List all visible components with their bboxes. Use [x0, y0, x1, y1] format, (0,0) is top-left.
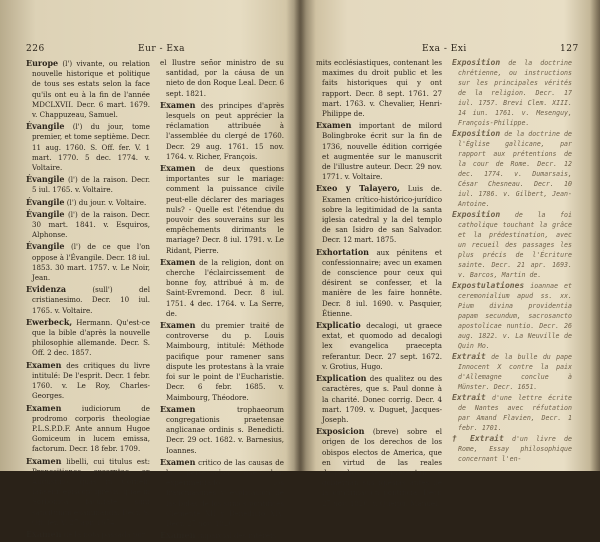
- index-entry: [316, 426, 442, 509]
- entry-keyword: Examen: [26, 402, 62, 413]
- entry-text: mits ecclésiastiques, contenant les maximes du droit public et les faits historiques qui y ont rapport. Decr. 8 sept. 1761. 27 mart. 1763. v. Chevalier, Henri-Philippe de.: [316, 58, 442, 119]
- entry-keyword: Explication: [316, 373, 367, 384]
- entry-text: (l') du jour. v. Voltaire.: [66, 197, 147, 207]
- entry-text: el Ilustre señor ministro de su santidad, por la cáusa de un nieto de don Roque Leal. Decr. 6 sept. 1821.: [160, 58, 284, 98]
- index-entry: [316, 58, 442, 119]
- index-entry: [26, 209, 150, 241]
- index-entry: [452, 434, 572, 464]
- index-entry: [160, 530, 284, 541]
- index-entry: [452, 58, 572, 128]
- entry-text: (l') de la raison. Decr. 5 iul. 1765. v. Voltaire.: [32, 175, 150, 195]
- entry-text: Luis de. Examen crítico-histórico-jurídico sobre la legitimidad de la santa iglesia catedral y la del templo de san Isidro de san Salvador. Decr. 12 mart. 1875.: [322, 184, 442, 245]
- entry-text: du premier traité de controverse du p. Louis Maimbourg, intitulé: Méthode pacifique pour ramener sans dispute les protestans à la vraie foi sur le point de l'Eucharistie. Decr. 6 febr. 1685. v. Maimbourg, Théodore.: [166, 321, 284, 402]
- left-page-number: 226: [26, 44, 45, 54]
- entry-text: Hermann. Qu'est-ce que la bible d'après la nouvelle philosophie allemande. Decr. S. Off. 2 dec. 1857.: [32, 317, 150, 358]
- entry-keyword: Extrait: [452, 352, 486, 361]
- entry-keyword: Examen: [26, 455, 62, 466]
- index-entry: [26, 456, 150, 528]
- entry-text: des qualitez ou des caractères, que s. Paul donne à la charité. Donec corrig. Decr. 4 mart. 1709. v. Duguet, Jacques-Joseph.: [322, 374, 442, 424]
- index-entry: [452, 352, 572, 392]
- index-entry: [316, 373, 442, 425]
- right-page-number: 127: [560, 44, 579, 54]
- entry-text: (l') du jour, tome premier, et tome septième. Decr. 11 aug. 1760. S. Off. fer. V. 1 mart. 1770. 5 dec. 1774. v. Voltaire.: [32, 122, 150, 173]
- entry-text: des critiques du livre intitulé: De l'esprit. Decr. 1 febr. 1760. v. Le Roy, Charles-Georges.: [32, 360, 150, 401]
- index-entry: [316, 320, 442, 372]
- entry-keyword: Examen: [26, 528, 62, 539]
- entry-text: d'une lettre écrite de Nantes avec réfutation par Amand Flavien, Decr. 1 febr. 1701.: [458, 394, 572, 432]
- right-column-1: [316, 58, 442, 510]
- entry-text: de la nota passada por: [63, 529, 146, 539]
- entry-text: de la doctrine chrétienne, ou instructions sur les principales vérités de la religion. Decr. 17 iul. 1757. Brevi Clem. XIII. 14 iun. 1761. v. Mesenguy, François-Philippe.: [458, 59, 572, 127]
- index-entry: [452, 210, 572, 280]
- left-page: [0, 0, 298, 541]
- entry-text: (l') de la raison. Decr. 30 mart. 1841. v. Esquiros, Alphonse.: [32, 209, 150, 240]
- index-entry: [160, 257, 284, 319]
- entry-keyword: Examen: [160, 163, 196, 174]
- entry-keyword: Évangile: [26, 241, 65, 252]
- entry-text: aux pénitens et confessionnaire; avec un examen de conscience pour ceux qui désirent se confesser, et la manière de les faire honnête. Decr. 8 iul. 1690. v. Pasquier, Étienne.: [322, 247, 442, 318]
- entry-keyword: Evidenza: [26, 284, 67, 295]
- entry-keyword: Europe: [26, 58, 59, 68]
- index-entry: [26, 529, 150, 540]
- index-entry: [160, 320, 284, 403]
- index-entry: [452, 393, 572, 433]
- entry-keyword: Expostulationes: [452, 281, 525, 290]
- entry-text: imparcial des intérêts: [197, 531, 277, 541]
- index-entry: [316, 247, 442, 319]
- entry-keyword: Exposicion: [316, 426, 365, 437]
- entry-text: (sull') del cristianesimo. Decr. 10 iul. 1765. v. Voltaire.: [32, 285, 150, 315]
- entry-keyword: Extrait: [452, 393, 486, 402]
- index-entry: [26, 403, 150, 455]
- entry-keyword: Exposition: [452, 129, 501, 138]
- entry-text: ioannae et ceremonialium apud ss. xx. Pium divina providentia papam secundum, sacrosancto apostolicae nuntio. Decr. 26 aug. 1822. v. La Neuville de Quin Mo.: [458, 282, 572, 350]
- right-column-2: [452, 58, 572, 465]
- index-entry: [316, 120, 442, 182]
- entry-keyword: Examen: [160, 456, 196, 467]
- index-entry: [26, 284, 150, 316]
- entry-keyword: † Extrait: [452, 434, 504, 443]
- entry-text: libelli, cui titulus est: Propositiones excerptae ex Augustino: quas in Cornelii Iansenii episcopi ipresis, quae in Sorbonica facultate sunt sancitumm examinanda. Decr. S. Off. fer. V. 27 apr. 1654.: [32, 456, 150, 527]
- index-entry: [160, 100, 284, 162]
- entry-keyword: Explicatio: [316, 320, 361, 331]
- left-column-1: [26, 58, 150, 541]
- entry-text: (l') vivante, ou relation nouvelle historique et politique de tous ses estats selon la face qu'ils ont eu à la fin de l'année MDCLXVII. Decr. 6 mart. 1679. v. Chappuzeau, Samuel.: [32, 59, 150, 120]
- entry-text: de la foi catholique touchant la grâce et la prédestination, avec un recueil des passages les plus précis de l'Écriture sainte. Decr. 21 apr. 1693. v. Barcos, Martin de.: [458, 211, 572, 279]
- entry-text: de la bulle du pape Innocent X contre la paix d'Allemagne conclue à Münster. Decr. 1651.: [458, 353, 572, 391]
- entry-keyword: Ewerbeck,: [26, 316, 73, 327]
- entry-keyword: Examen: [26, 359, 62, 370]
- left-column-2: [160, 58, 284, 542]
- index-entry: [160, 58, 284, 99]
- index-entry: [452, 281, 572, 351]
- entry-keyword: Exposition: [452, 210, 501, 219]
- entry-text: de la religion, dont on cherche l'éclaircissement de bonne foy, attribué à m. de Saint-Evremond. Decr. 8 iul. 1751. 4 dec. 1764. v. La Serre, de.: [166, 257, 284, 318]
- index-entry: [26, 197, 150, 208]
- index-entry: [452, 129, 572, 209]
- index-entry: [26, 58, 150, 120]
- entry-text: (l') de ce que l'on oppose à l'Évangile. Decr. 18 iul. 1853. 30 mart. 1757. v. Le Noir, Jean.: [32, 242, 150, 283]
- index-entry: [160, 404, 284, 456]
- index-entry: [316, 183, 442, 245]
- entry-keyword: Évangile: [26, 174, 65, 185]
- entry-keyword: Exposition: [452, 58, 501, 67]
- entry-text: des principes d'après lesquels on peut apprécier la réclamation attribuée à l'assemblée du clergé de 1760. Decr. 29 aug. 1761. 15 nov. 1764. v. Richer, François.: [166, 100, 284, 161]
- index-entry: [26, 241, 150, 283]
- entry-text: important de milord Bolingbroke écrit sur la fin de 1736, nouvelle édition corrigée et augmentée sur le manuscrit de l'illustre auteur. Decr. 29 nov. 1771. v. Voltaire.: [322, 121, 442, 182]
- left-running-head: Eur - Exa: [138, 44, 185, 54]
- entry-keyword: Exhortation: [316, 246, 369, 257]
- entry-keyword: Examen: [160, 320, 196, 331]
- entry-keyword: Évangile: [26, 208, 65, 219]
- page-edge-shadow: [590, 0, 600, 471]
- entry-keyword: Examen: [160, 530, 196, 541]
- entry-keyword: Examen: [160, 99, 196, 110]
- entry-text: d'un livre de Rome, Essay philosophique concernant l'en-: [458, 435, 572, 463]
- index-entry: [26, 121, 150, 173]
- entry-keyword: Examen: [160, 256, 196, 267]
- index-entry: [160, 457, 284, 529]
- entry-keyword: Examen: [316, 120, 352, 131]
- entry-text: critico de las causas de la persecucion que han experimentado los francmasones y explicacion de las bulas de los sumos pontifices Clemente XII y Benedicto XIV. Decr. 27 nov. 1820.: [166, 457, 284, 528]
- right-running-head: Exa - Exi: [422, 44, 467, 54]
- right-page: [302, 0, 600, 508]
- entry-text: trophaeorum congregationis praetensae anglicanae ordinis s. Benedicti. Decr. 29 oct. 1682. v. Barnesius, Ioannes.: [166, 404, 284, 455]
- index-entry: [26, 360, 150, 402]
- entry-keyword: Exeo y Talayero,: [316, 183, 400, 194]
- entry-keyword: Évangile: [26, 196, 65, 207]
- index-entry: [26, 317, 150, 359]
- entry-keyword: Évangile: [26, 121, 65, 132]
- entry-text: de deux questions importantes sur le mariage: comment la puissance civile peut-elle déclarer des mariages nuls? - Quelle est l'étendue du pouvoir des souverains sur les empêchements dirimants le mariage? Decr. 8 iul. 1791. v. Le Ridant, Pierre.: [166, 164, 284, 255]
- entry-text: (breve) sobre el origen de los derechos de los obispos electos de America, que en virtud de las reales despachos se presentan y gobiernan sus iglesias antes de la confirmación pontificia. Decr. 27 nov. 1820. v. Queipo, Manuel.: [322, 427, 442, 508]
- entry-text: iudiciorum de prodromo corporis theologiae P.L.S.P.D.F. Ante annum Hugoe Gomiceum in lucem emissa, factorum. Decr. 18 febr. 1709.: [32, 403, 150, 454]
- entry-keyword: Examen: [160, 403, 196, 414]
- index-entry: [160, 163, 284, 256]
- index-entry: [26, 174, 150, 195]
- entry-text: decalogi, ut graece extat, et quomodo ad decalogi lex evangelica praecepta referantur. Decr. 27 sept. 1672. v. Grotius, Hugo.: [322, 321, 442, 371]
- entry-text: de la doctrine de l'Église gallicane, par rapport aux prétentions de la cour de Rome. Decr. 12 dec. 1774. v. Dumarsais, César Chesneau. Decr. 10 iul. 1786. v. Gilbert, Jean-Antoine.: [458, 130, 572, 208]
